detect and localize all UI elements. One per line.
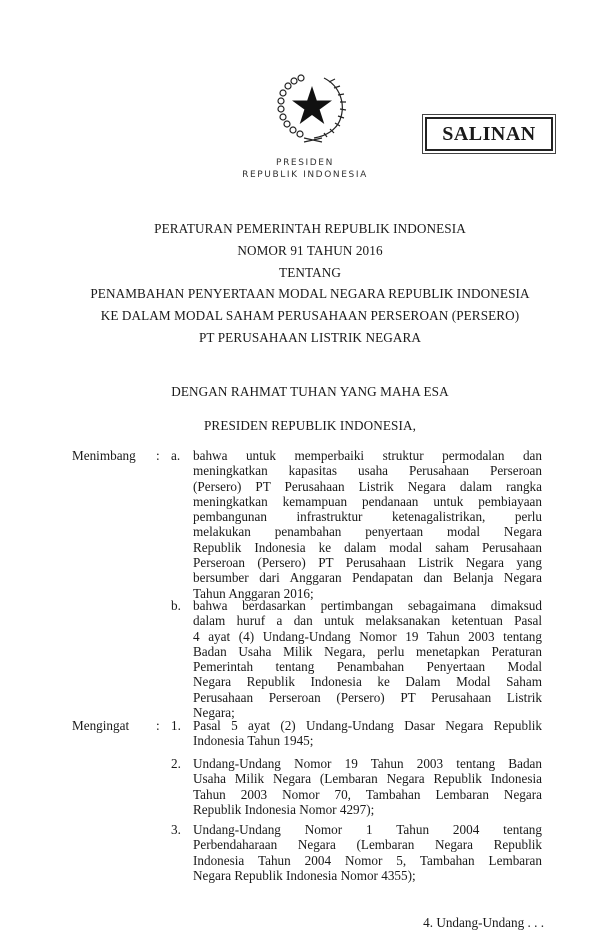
- mengingat-item-2: [193, 756, 542, 817]
- issuer-line-republic: REPUBLIK INDONESIA: [242, 170, 368, 180]
- text-line: pembangunan infrastruktur ketenagalistrikan, perlu: [193, 509, 542, 525]
- menimbang-marker-a: a.: [171, 448, 181, 463]
- regulation-subject-line-2: KE DALAM MODAL SAHAM PERUSAHAAN PERSEROAN (PERSERO): [100, 308, 520, 323]
- text-line: meningkatkan kapasitas usaha Perusahaan Perseroan: [193, 463, 542, 479]
- text-line: Usaha Milik Negara (Lembaran Negara Republik Indonesia: [193, 771, 542, 787]
- text-line: Tahun Anggaran 2016;: [193, 585, 314, 601]
- menimbang-label: Menimbang: [72, 448, 136, 463]
- text-line: Perbendaharaan Negara (Lembaran Negara Republik: [193, 837, 542, 853]
- text-line: Negara;: [193, 705, 235, 721]
- text-line: bersumber dari Anggaran Pendapatan dan Belanja Negara: [193, 570, 542, 586]
- text-line: Pasal 5 ayat (2) Undang-Undang Dasar Negara Republik: [193, 718, 542, 733]
- text-line: bahwa untuk memperbaiki struktur permodalan dan: [193, 448, 542, 463]
- text-line: bahwa berdasarkan pertimbangan sebagaimana dimaksud: [193, 598, 542, 613]
- presidential-emblem-icon: [274, 72, 354, 144]
- text-line: Republik Indonesia ke dalam modal saham Perusahaan: [193, 539, 542, 555]
- text-line: dalam huruf a dan untuk melaksanakan ketentuan Pasal: [193, 613, 542, 629]
- issuer-line-president: PRESIDEN: [276, 158, 334, 168]
- regulation-type: PERATURAN PEMERINTAH REPUBLIK INDONESIA: [154, 221, 466, 236]
- text-line: Tahun 2003 Nomor 70, Tambahan Lembaran Negara: [193, 786, 542, 802]
- text-line: (Persero) PT Perusahaan Listrik Negara dalam rangka: [193, 478, 542, 494]
- text-line: Republik Indonesia Nomor 4297);: [193, 801, 375, 817]
- menimbang-marker-b: b.: [171, 598, 181, 613]
- issuing-authority: PRESIDEN REPUBLIK INDONESIA,: [204, 418, 416, 433]
- text-line: Perusahaan Perseroan (Persero) PT Perusahaan Listrik: [193, 689, 542, 705]
- text-line: Pemerintah tentang Penambahan Penyertaan Modal: [193, 659, 542, 675]
- page-continuation: 4. Undang-Undang . . .: [423, 915, 544, 930]
- regulation-subject-line-3: PT PERUSAHAAN LISTRIK NEGARA: [199, 330, 421, 345]
- text-line: Indonesia Tahun 1945;: [193, 733, 314, 749]
- text-line: Negara Republik Indonesia ke Dalam Modal Saham: [193, 674, 542, 690]
- menimbang-item-a: [193, 448, 542, 601]
- text-line: 4 ayat (4) Undang-Undang Nomor 19 Tahun 2003 tentang: [193, 628, 542, 644]
- text-line: melakukan penambahan penyertaan modal Negara: [193, 524, 542, 540]
- salinan-stamp: SALINAN: [425, 117, 553, 151]
- regulation-about-label: TENTANG: [279, 265, 341, 280]
- mengingat-colon: :: [156, 718, 160, 733]
- text-line: meningkatkan kemampuan pendanaan untuk pembiayaan: [193, 493, 542, 509]
- mengingat-item-3: [193, 822, 542, 883]
- mengingat-marker-1: 1.: [171, 718, 181, 733]
- mengingat-label: Mengingat: [72, 718, 130, 733]
- text-line: Undang-Undang Nomor 1 Tahun 2004 tentang: [193, 822, 542, 837]
- mengingat-marker-3: 3.: [171, 822, 181, 837]
- text-line: Negara Republik Indonesia Nomor 4355);: [193, 867, 416, 883]
- regulation-number: NOMOR 91 TAHUN 2016: [237, 243, 383, 258]
- menimbang-colon: :: [156, 448, 160, 463]
- text-line: Perseroan (Persero) PT Perusahaan Listrik Negara yang: [193, 555, 542, 571]
- text-line: Badan Usaha Milik Negara, perlu menetapkan Peraturan: [193, 643, 542, 659]
- text-line: Indonesia Tahun 2004 Nomor 5, Tambahan Lembaran: [193, 852, 542, 868]
- menimbang-item-b: [193, 598, 542, 720]
- text-line: Undang-Undang Nomor 19 Tahun 2003 tentang Badan: [193, 756, 542, 771]
- mengingat-item-1: [193, 718, 542, 749]
- regulation-subject-line-1: PENAMBAHAN PENYERTAAN MODAL NEGARA REPUBLIK INDONESIA: [90, 286, 530, 301]
- mengingat-marker-2: 2.: [171, 756, 181, 771]
- invocation: DENGAN RAHMAT TUHAN YANG MAHA ESA: [171, 384, 449, 399]
